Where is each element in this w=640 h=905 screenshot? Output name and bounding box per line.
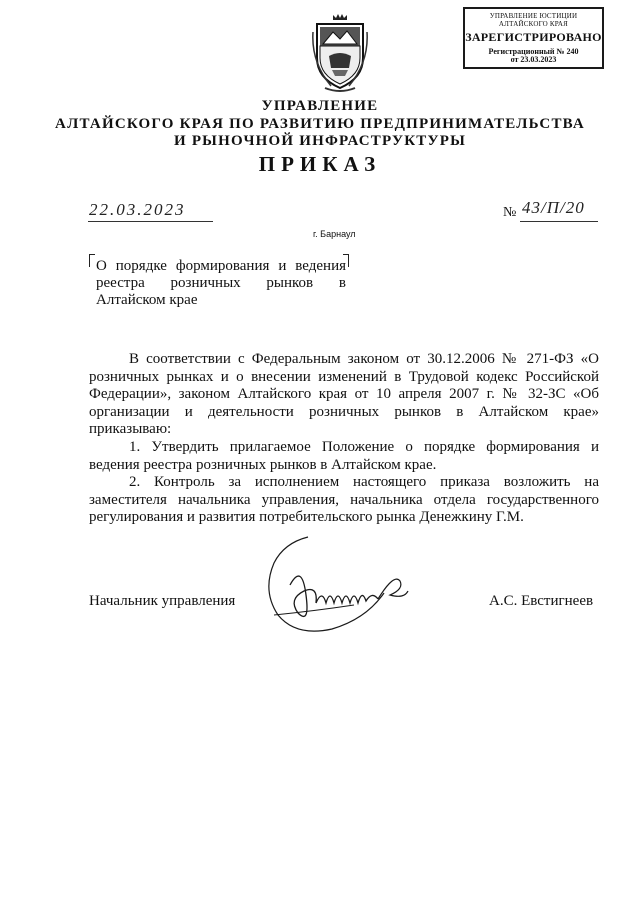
document-subject bbox=[96, 258, 346, 309]
body-line: ведения реестра розничных рынков в Алтайском крае. bbox=[89, 456, 437, 473]
signatory-title: Начальник управления bbox=[89, 593, 236, 609]
number-underline bbox=[520, 221, 598, 222]
body-line: приказываю: bbox=[89, 421, 172, 437]
document-number: 43/П/20 bbox=[522, 198, 585, 217]
subject-corner-left bbox=[89, 254, 95, 267]
org-name-line2: АЛТАЙСКОГО КРАЯ ПО РАЗВИТИЮ ПРЕДПРИНИМАТЕЛЬСТВА bbox=[55, 116, 585, 132]
signatory-name: А.С. Евстигнеев bbox=[489, 593, 594, 609]
subject-line: Алтайском крае bbox=[96, 292, 198, 308]
document-date: 22.03.2023 bbox=[89, 200, 186, 219]
document-city: г. Барнаул bbox=[313, 229, 356, 239]
registration-stamp bbox=[463, 7, 604, 69]
coat-of-arms-emblem bbox=[311, 12, 369, 94]
stamp-reg-number: Регистрационный № 240 bbox=[488, 46, 579, 56]
stamp-authority-line2: АЛТАЙСКОГО КРАЯ bbox=[498, 19, 569, 28]
body-line: регулирования и развития потребительского рынка Денежкину Г.М. bbox=[89, 509, 524, 525]
stamp-reg-date: от 23.03.2023 bbox=[510, 55, 557, 65]
date-underline bbox=[88, 221, 213, 222]
body-line: организации и деятельности розничных рынков в Алтайском крае» bbox=[89, 403, 599, 420]
number-sign: № bbox=[503, 205, 517, 220]
body-line: В соответствии с Федеральным законом от 30.12.2006 № 271-ФЗ «О bbox=[129, 351, 599, 367]
clause-1-paragraph bbox=[89, 439, 599, 474]
subject-line: О порядке формирования и ведения bbox=[96, 258, 346, 274]
body-line: 1. Утвердить прилагаемое Положение о порядке формирования и bbox=[129, 439, 599, 455]
clause-2-paragraph bbox=[89, 474, 599, 527]
handwritten-signature bbox=[244, 533, 412, 645]
subject-line: реестра розничных рынков в bbox=[96, 275, 346, 291]
body-line: 2. Контроль за исполнением настоящего приказа возложить на bbox=[129, 474, 599, 490]
org-name-line1: УПРАВЛЕНИЕ bbox=[261, 98, 379, 114]
preamble-paragraph bbox=[89, 351, 599, 439]
stamp-status: ЗАРЕГИСТРИРОВАНО bbox=[465, 30, 602, 45]
body-line: Федерации», законом Алтайского края от 10 апреля 2007 г. № 32-ЗС «Об bbox=[89, 386, 599, 402]
org-name-line3: И РЫНОЧНОЙ ИНФРАСТРУКТУРЫ bbox=[174, 133, 466, 149]
document-type-title: ПРИКАЗ bbox=[258, 152, 382, 176]
stamp-authority-line1: УПРАВЛЕНИЕ ЮСТИЦИИ bbox=[489, 12, 578, 20]
body-line: розничных рынках и о внесении изменений в Трудовой кодекс Российской bbox=[89, 368, 599, 385]
body-line: заместителя начальника управления, начальника отдела государственного bbox=[89, 491, 599, 508]
